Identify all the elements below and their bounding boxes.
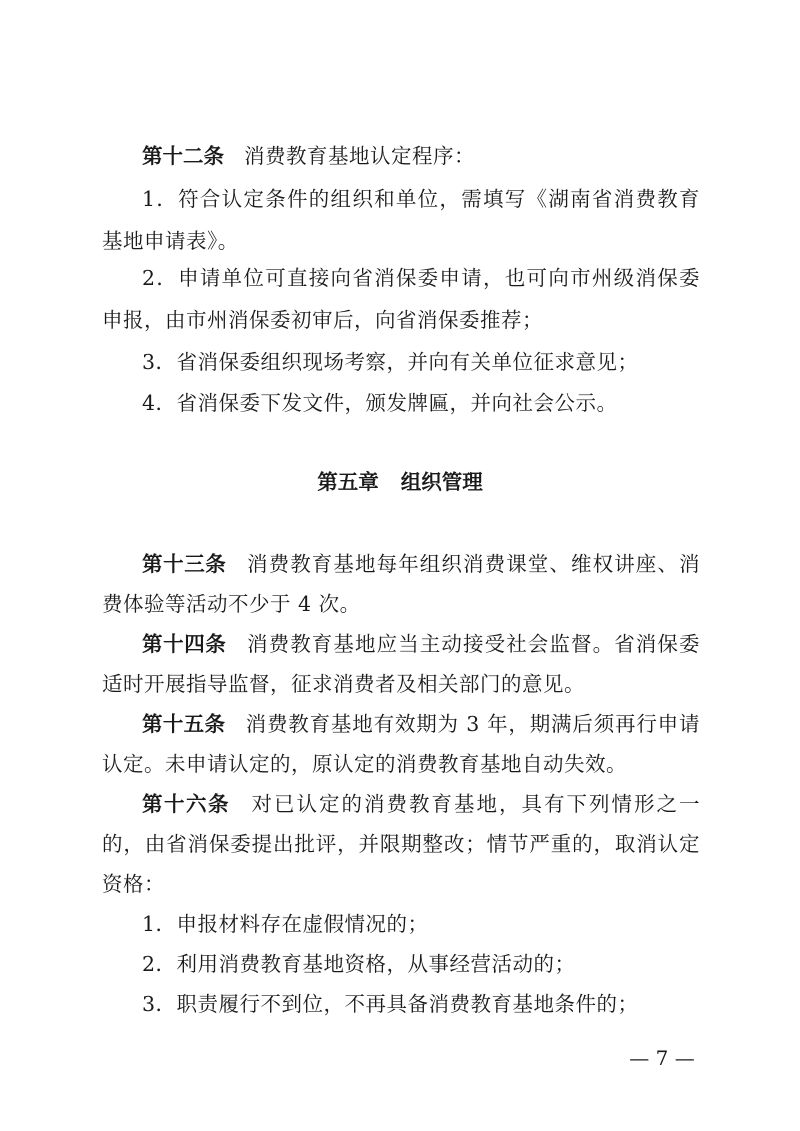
article-14-text-1: 消费教育基地应当主动接受社会监督。省消保委: [246, 632, 701, 656]
article-16-title: 第十六条: [142, 792, 230, 816]
article-13-title: 第十三条: [142, 552, 227, 576]
article-13-line-1: [142, 550, 700, 578]
article-15-line-1: [142, 710, 700, 738]
article-14-title: 第十四条: [142, 632, 227, 656]
article-12-item-1-line-1: 1．符合认定条件的组织和单位，需填写《湖南省消费教育: [142, 187, 700, 211]
article-16-item-1: 1．申报材料存在虚假情况的；: [142, 912, 429, 936]
chapter-number: 第五章: [317, 470, 379, 494]
article-16-line-1: [142, 790, 700, 818]
article-16-item-2: 2．利用消费教育基地资格，从事经营活动的；: [142, 952, 576, 976]
article-12-heading: [142, 142, 742, 170]
article-15-line-2: 认定。未申请认定的，原认定的消费教育基地自动失效。: [102, 752, 627, 776]
article-15-text-1: 消费教育基地有效期为 3 年，期满后须再行申请: [245, 712, 700, 736]
article-16-line-2: 的，由省消保委提出批评，并限期整改；情节严重的，取消认定: [102, 832, 700, 856]
article-14-line-1: [142, 630, 700, 658]
article-12-item-4: 4．省消保委下发文件，颁发牌匾，并向社会公示。: [142, 391, 618, 415]
chapter-heading: [0, 468, 800, 496]
article-15-title: 第十五条: [142, 712, 226, 736]
article-12-item-3: 3．省消保委组织现场考察，并向有关单位征求意见；: [142, 350, 639, 374]
article-12-item-2-line-2: 申报，由市州消保委初审后，向省消保委推荐；: [102, 308, 543, 332]
article-12-item-1-line-2: 基地申请表》。: [102, 229, 239, 253]
article-16-text-1: 对已认定的消费教育基地，具有下列情形之一: [250, 792, 700, 816]
article-12-title: 第十二条: [142, 144, 224, 168]
article-14-line-2: 适时开展指导监督，征求消费者及相关部门的意见。: [102, 672, 585, 696]
chapter-name: 组织管理: [400, 470, 483, 494]
article-12-text: 消费教育基地认定程序：: [244, 144, 475, 168]
article-16-line-3: 资格：: [102, 872, 165, 896]
article-16-item-3: 3．职责履行不到位，不再具备消费教育基地条件的；: [142, 992, 639, 1016]
article-13-text-1: 消费教育基地每年组织消费课堂、维权讲座、消: [246, 552, 701, 576]
article-13-line-2: 费体验等活动不少于 4 次。: [102, 592, 361, 616]
article-12-item-2-line-1: 2．申请单位可直接向省消保委申请，也可向市州级消保委: [142, 266, 700, 290]
page-number: — 7 —: [629, 1046, 695, 1070]
